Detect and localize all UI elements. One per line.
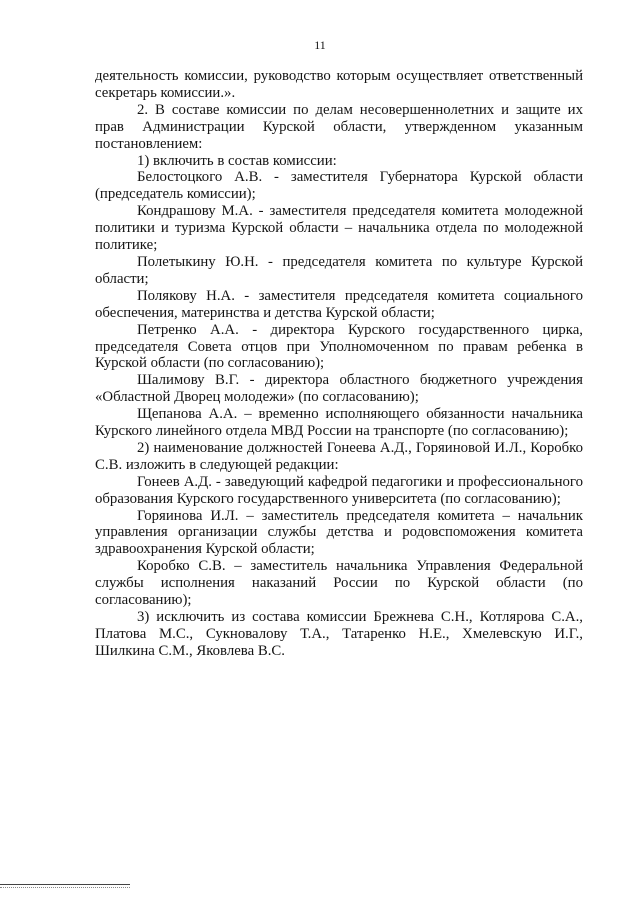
paragraph-member-polyakova: Полякову Н.А. - заместителя председателя комитета социального обеспечения, материнства и детства Курской области; [95, 287, 583, 321]
document-body [95, 68, 583, 660]
paragraph-subitem-2: 2) наименование должностей Гонеева А.Д., Горяиновой И.Л., Коробко С.В. изложить в следующей редакции: [95, 439, 583, 473]
paragraph-subitem-1: 1) включить в состав комиссии: [137, 152, 337, 169]
paragraph-position-goryainova: Горяинова И.Л. – заместитель председателя комитета – начальник управления организации службы детства и родовспоможения комитета здравоохранения Курской области; [95, 507, 583, 558]
paragraph-position-goneev: Гонеев А.Д. - заведующий кафедрой педагогики и профессионального образования Курского государственного университета (по согласованию); [95, 473, 583, 507]
paragraph-member-belostotsky: Белостоцкого А.В. - заместителя Губернатора Курской области (председатель комиссии); [95, 169, 583, 203]
paragraph-member-poletykina: Полетыкину Ю.Н. - председателя комитета по культуре Курской области; [95, 253, 583, 287]
paragraph-member-kondrashova: Кондрашову М.А. - заместителя председателя комитета молодежной политики и туризма Курской области – начальника отдела по молодежной политике; [95, 203, 583, 254]
paragraph-member-schepanov: Щепанова А.А. – временно исполняющего обязанности начальника Курского линейного отдела МВД России на транспорте (по согласованию); [95, 406, 583, 440]
paragraph-item-2: 2. В составе комиссии по делам несовершеннолетних и защите их прав Администрации Курской области, утвержденном указанным постановлением: [95, 101, 583, 152]
page-number: 11 [314, 38, 326, 52]
paragraph-position-korobko: Коробко С.В. – заместитель начальника Управления Федеральной службы исполнения наказаний России по Курской области (по согласованию); [95, 558, 583, 609]
paragraph-member-petrenko: Петренко А.А. - директора Курского государственного цирка, председателя Совета отцов при Уполномоченном по правам ребенка в Курской области (по согласованию); [95, 321, 583, 372]
paragraph-member-shalimova: Шалимову В.Г. - директора областного бюджетного учреждения «Областной Дворец молодежи» (по согласованию); [95, 372, 583, 406]
paragraph-continuation: деятельность комиссии, руководство которым осуществляет ответственный секретарь комиссии.». [95, 68, 583, 101]
paragraph-subitem-3: 3) исключить из состава комиссии Брежнева С.Н., Котлярова С.А., Платова М.С., Сукновалову Т.А., Татаренко Н.Е., Хмелевскую И.Г., Шилкина С.М., Яковлева В.С. [95, 609, 583, 659]
footer-rule [0, 884, 130, 888]
